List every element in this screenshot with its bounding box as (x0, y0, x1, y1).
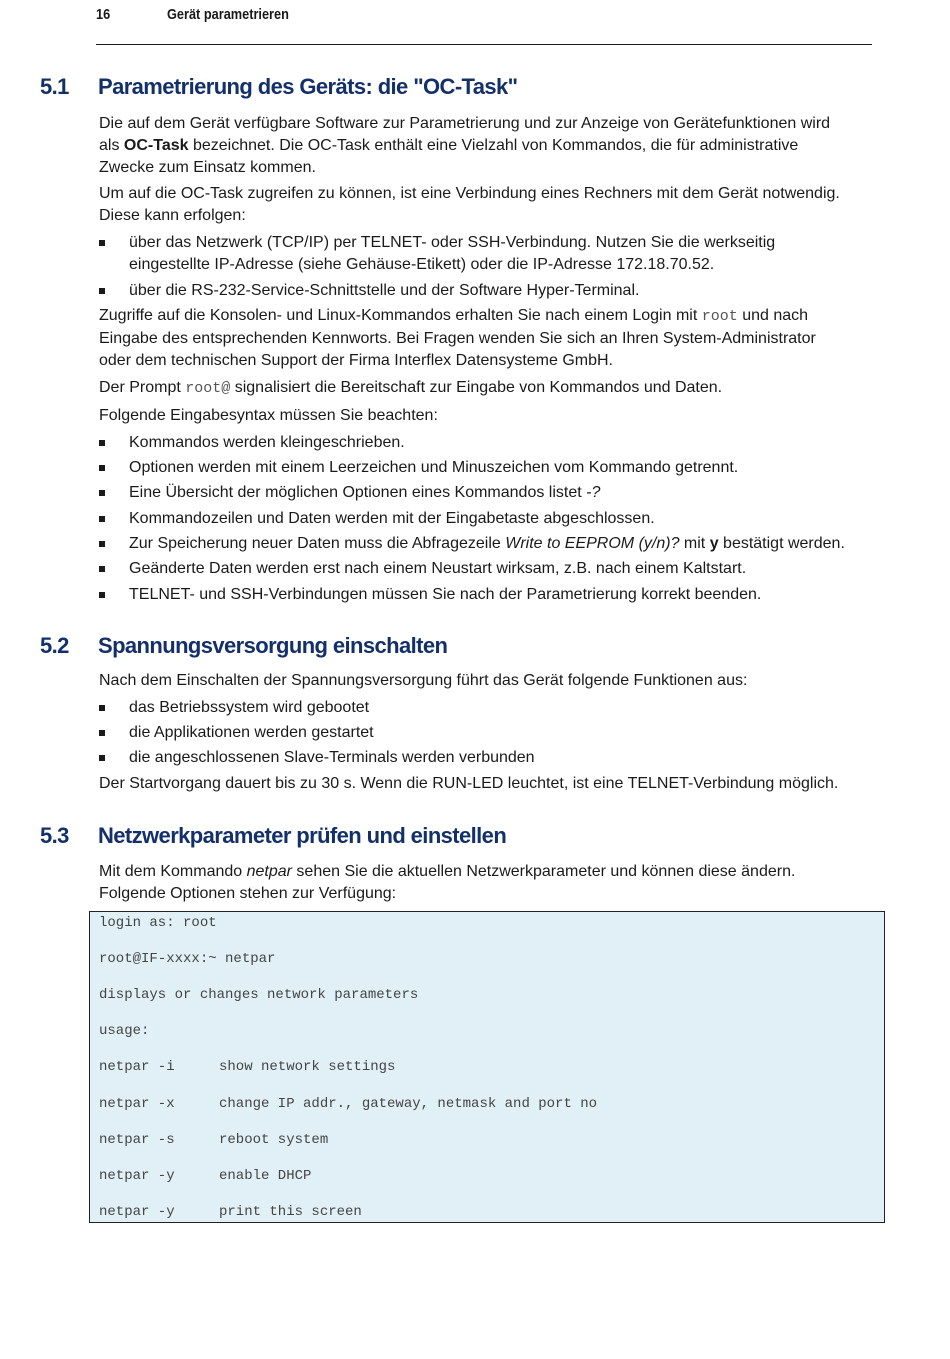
bold-term: y (709, 535, 719, 552)
paragraph: Folgende Eingabesyntax müssen Sie beachten: (99, 407, 438, 424)
bullet-icon (99, 755, 105, 761)
italic-term: Write to EEPROM (y/n)? (505, 535, 680, 552)
bullet-icon (99, 592, 105, 598)
code-block (89, 911, 885, 1223)
code-line: usage: (99, 1023, 150, 1039)
inline-code: root@ (185, 380, 231, 397)
list-item (99, 584, 879, 606)
paragraph: Der Startvorgang dauert bis zu 30 s. Wenn die RUN-LED leuchtet, ist eine TELNET-Verbindung möglich. (99, 775, 839, 792)
text: sehen Sie die aktuellen Netzwerkparameter und können diese ändern. (291, 863, 796, 880)
text: Kommandozeilen und Daten werden mit der Eingabetaste abgeschlossen. (129, 510, 655, 527)
text: das Betriebssystem wird gebootet (129, 699, 370, 716)
list-item (99, 457, 879, 479)
bullet-icon (99, 440, 105, 446)
section-number: 5.3 (40, 823, 69, 848)
option-command: netpar -y (99, 1204, 175, 1220)
text: bezeichnet. Die OC-Task enthält eine Vielzahl von Kommandos, die für administrative (188, 137, 799, 154)
bullet-icon (99, 490, 105, 496)
section-heading-5-3 (40, 823, 506, 849)
option-command: netpar -x (99, 1096, 175, 1112)
paragraph (99, 113, 879, 179)
text: Zugriffe auf die Konsolen- und Linux-Kommandos erhalten Sie nach einem Login mit (99, 307, 702, 324)
chapter-title: Gerät parametrieren (167, 6, 289, 23)
text: Der Prompt (99, 379, 186, 396)
option-description: reboot system (219, 1132, 329, 1148)
list-item (99, 533, 879, 555)
bullet-icon (99, 240, 105, 246)
list-item (99, 722, 879, 744)
text: Um auf die OC-Task zugreifen zu können, ist eine Verbindung eines Rechners mit dem Gerät notwendig. (99, 185, 840, 202)
section-number: 5.2 (40, 633, 69, 658)
code-line: login as: root (99, 915, 217, 931)
code-line (99, 1132, 329, 1148)
text: mit (679, 535, 710, 552)
text: Eingabe des entsprechenden Kennworts. Bei Fragen wenden Sie sich an Ihren System-Administrator (99, 330, 816, 347)
bullet-icon (99, 288, 105, 294)
paragraph (99, 183, 879, 227)
text: Zwecke zum Einsatz kommen. (99, 159, 316, 176)
text: Folgende Optionen stehen zur Verfügung: (99, 885, 397, 902)
bullet-icon (99, 465, 105, 471)
text: die Applikationen werden gestartet (129, 724, 374, 741)
code-line (99, 1096, 598, 1112)
text: und nach (737, 307, 809, 324)
italic-term: netpar (246, 863, 292, 880)
page-header (96, 6, 872, 45)
option-description: print this screen (219, 1204, 362, 1220)
page-number: 16 (96, 6, 111, 23)
section-title: Spannungsversorgung einschalten (98, 633, 448, 658)
option-description: show network settings (219, 1059, 396, 1075)
text: Diese kann erfolgen: (99, 207, 246, 224)
list-item (99, 280, 879, 302)
bold-term: OC-Task (123, 137, 189, 154)
text: signalisiert die Bereitschaft zur Eingabe von Kommandos und Daten. (230, 379, 723, 396)
option-description: enable DHCP (219, 1168, 312, 1184)
text: Mit dem Kommando (99, 863, 247, 880)
section-title: Netzwerkparameter prüfen und einstellen (98, 823, 507, 848)
code-line: root@IF-xxxx:~ netpar (99, 951, 276, 967)
bullet-icon (99, 730, 105, 736)
text: oder dem technischen Support der Firma Interflex Datensysteme GmbH. (99, 352, 613, 369)
bullet-icon (99, 541, 105, 547)
code-line (99, 1059, 396, 1075)
text: TELNET- und SSH-Verbindungen müssen Sie nach der Parametrierung korrekt beenden. (129, 586, 762, 603)
option-command: netpar -i (99, 1059, 175, 1075)
option-description: change IP addr., gateway, netmask and port no (219, 1096, 598, 1112)
text: Die auf dem Gerät verfügbare Software zur Parametrierung und zur Anzeige von Gerätefunktionen wird (99, 115, 831, 132)
paragraph (99, 305, 879, 372)
section-number: 5.1 (40, 74, 69, 99)
paragraph (99, 861, 879, 905)
paragraph: Nach dem Einschalten der Spannungsversorgung führt das Gerät folgende Funktionen aus: (99, 672, 748, 689)
text: bestätigt werden. (718, 535, 845, 552)
text: als (99, 137, 124, 154)
list-item (99, 482, 879, 504)
bullet-icon (99, 705, 105, 711)
section-title: Parametrierung des Geräts: die "OC-Task" (98, 74, 518, 99)
text: Geänderte Daten werden erst nach einem Neustart wirksam, z.B. nach einem Kaltstart. (129, 560, 747, 577)
text: Optionen werden mit einem Leerzeichen und Minuszeichen vom Kommando getrennt. (129, 459, 739, 476)
option-command: netpar -y (99, 1168, 175, 1184)
text: Eine Übersicht der möglichen Optionen eines Kommandos listet (129, 484, 587, 501)
code-line: displays or changes network parameters (99, 987, 419, 1003)
bullet-icon (99, 516, 105, 522)
list-item (99, 432, 879, 454)
option-command: netpar -s (99, 1132, 175, 1148)
text: die angeschlossenen Slave-Terminals werden verbunden (129, 749, 535, 766)
bullet-icon (99, 566, 105, 572)
code-line (99, 1168, 312, 1184)
text: Zur Speicherung neuer Daten muss die Abfragezeile (129, 535, 506, 552)
section-heading-5-1 (40, 74, 518, 100)
list-item (99, 508, 879, 530)
code-line (99, 1204, 362, 1220)
section-heading-5-2 (40, 633, 447, 659)
text: eingestellte IP-Adresse (siehe Gehäuse-Etikett) oder die IP-Adresse 172.18.70.52. (129, 256, 715, 273)
list-item (99, 232, 879, 276)
text: über die RS-232-Service-Schnittstelle und der Software Hyper-Terminal. (129, 282, 640, 299)
italic-term: -? (586, 484, 601, 501)
list-item (99, 747, 879, 769)
text: Kommandos werden kleingeschrieben. (129, 434, 405, 451)
paragraph (99, 377, 879, 400)
list-item (99, 558, 879, 580)
list-item (99, 697, 879, 719)
text: über das Netzwerk (TCP/IP) per TELNET- oder SSH-Verbindung. Nutzen Sie die werkseitig (129, 234, 776, 251)
inline-code: root (701, 308, 738, 325)
